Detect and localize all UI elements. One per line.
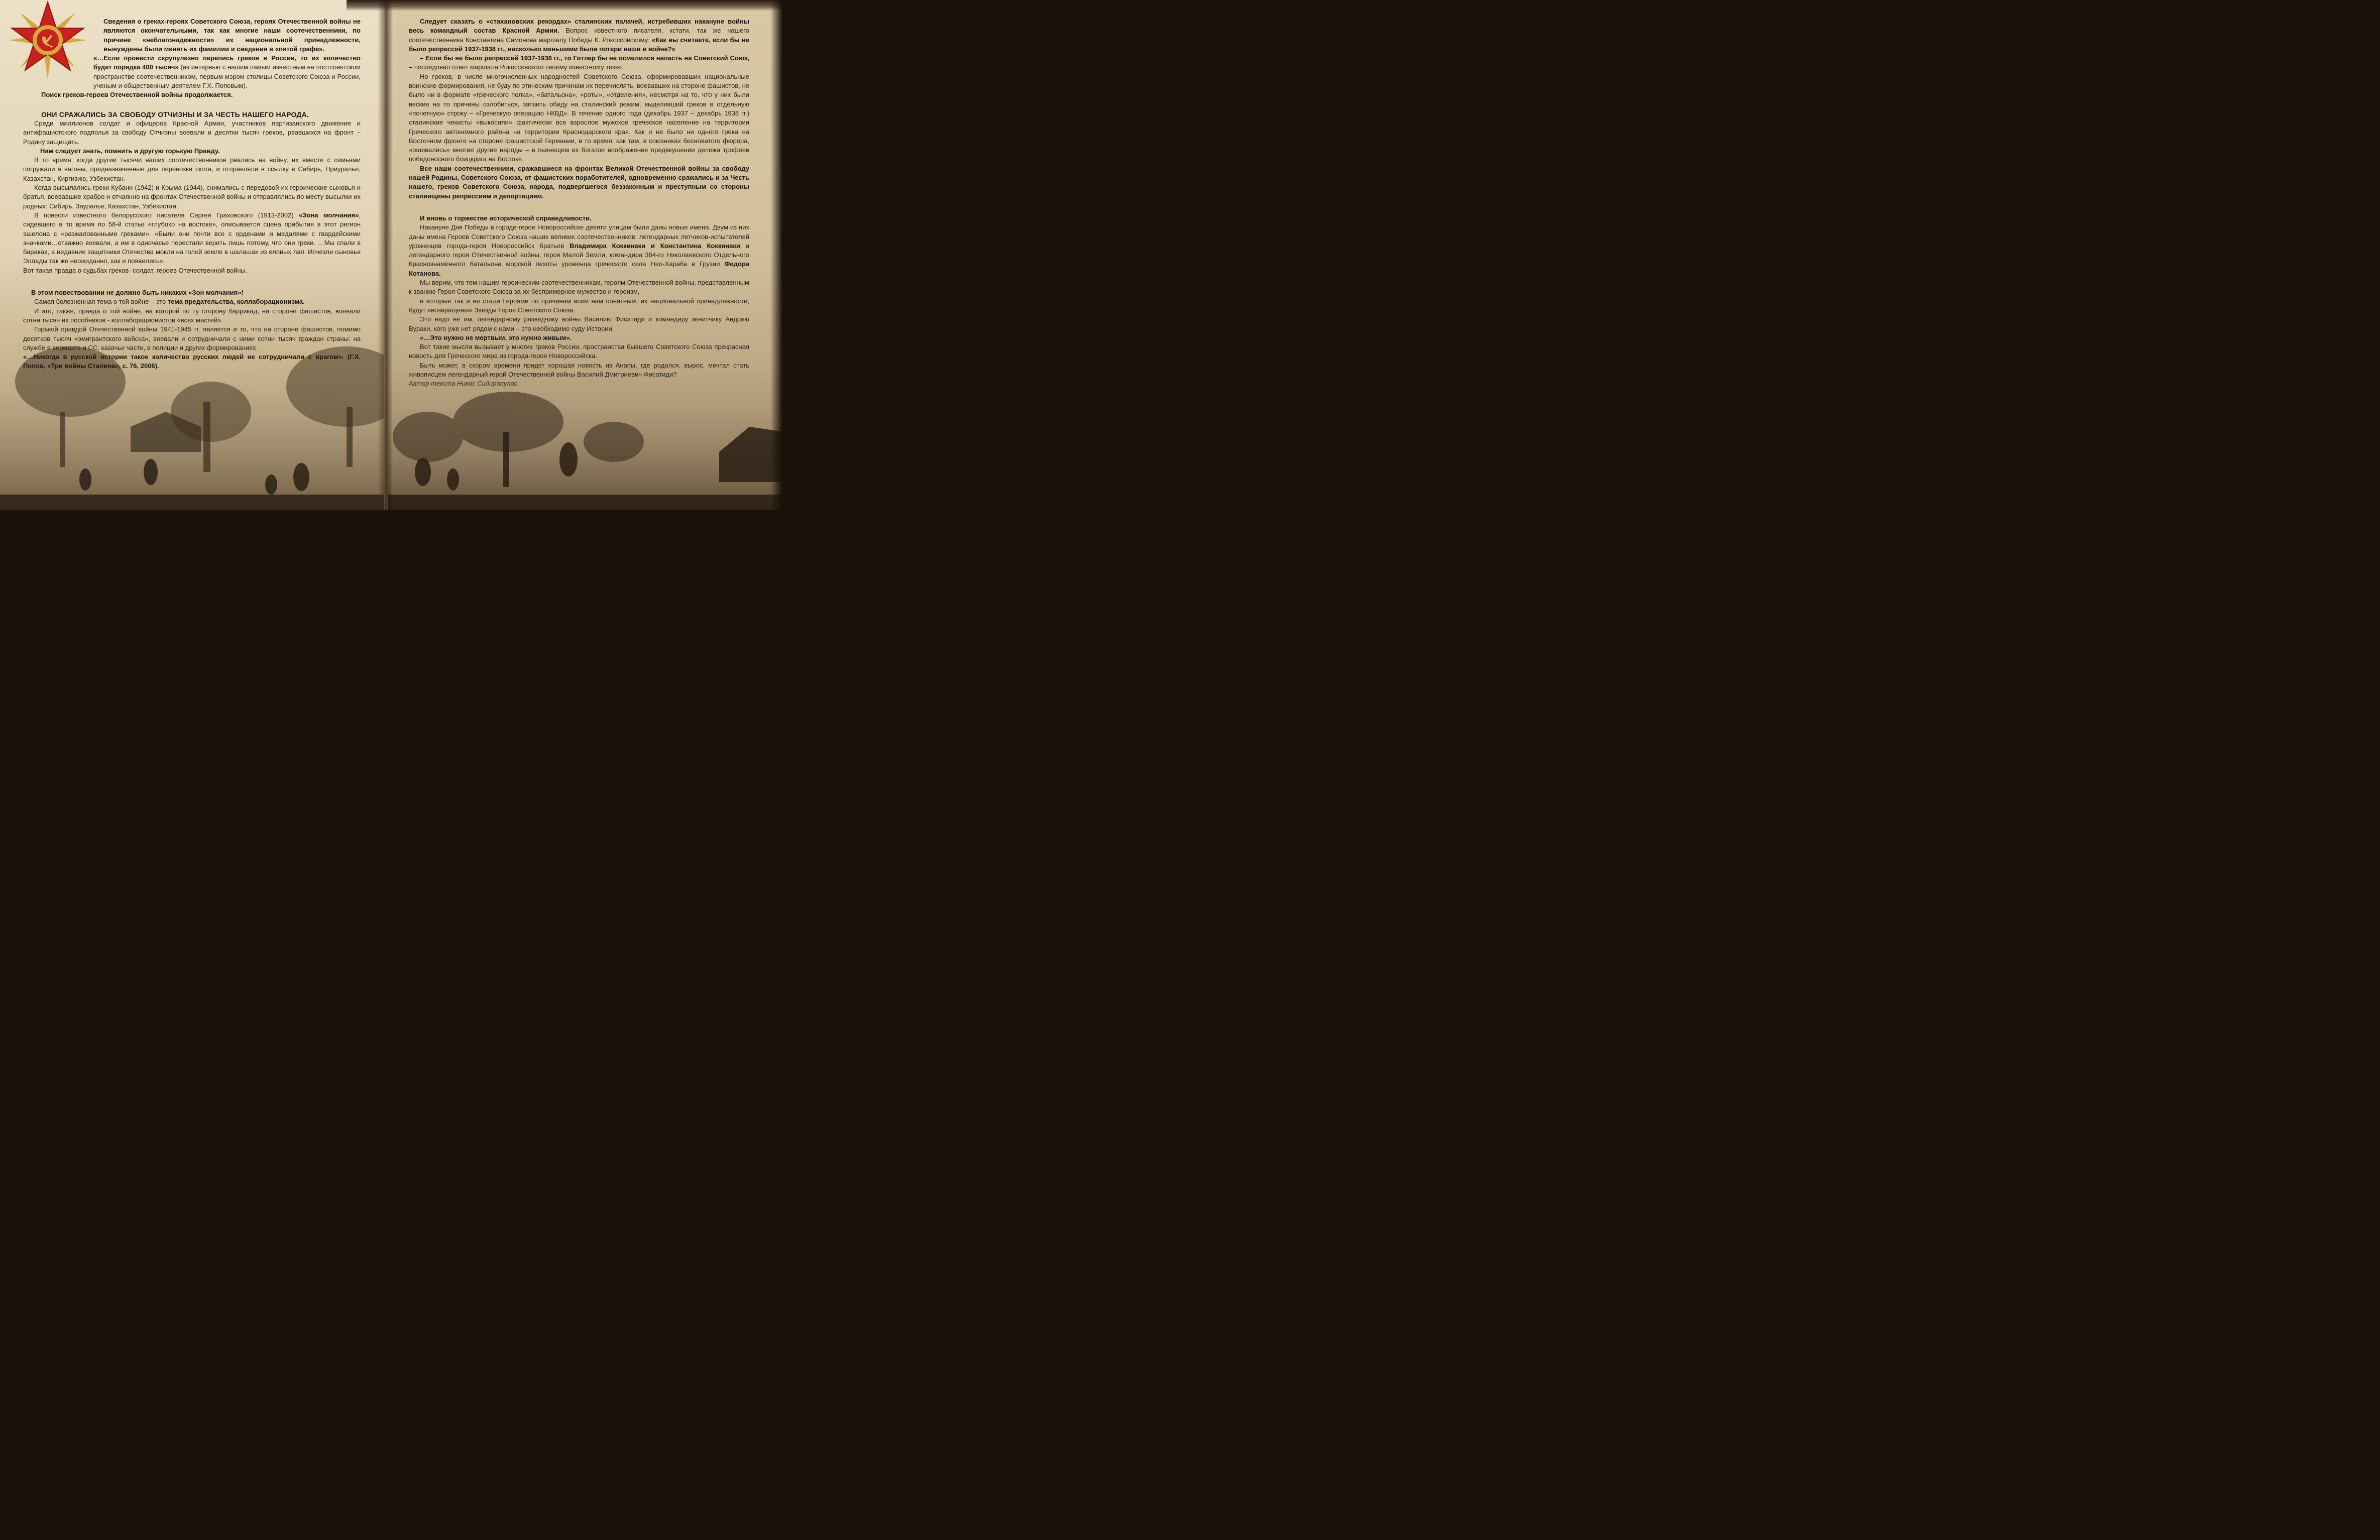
paragraph-collaboration	[23, 297, 361, 306]
section-heading-no-silence: В этом повествовании не должно быть никаких «Зон молчания»!	[31, 289, 244, 297]
paragraph-stars-returned: и которые так и не стали Героями по причинам всем нам понятным, их национальной принадлежности, будут «возвращены» Звезды Героя Советского Союза.	[409, 297, 749, 314]
magazine-spread	[0, 0, 787, 510]
grakhovsky-text: , сидевшего в то время по 58-й статье «глубоко на востоке», описывается сцена прибытия в этот регион эшелона с «разжалованными греками». «Были они почти все с орденами и медалями с гвардейскими значками…отважно воевали, а им в одночасье перестали верить лишь потому, что они греки. …Мы спали в бараках, а недавние защитники Отечества мокли на голой земле в шалашах из еловых лап. Исчезли сыновья Эллады так же неожиданно, как и появились».	[23, 211, 361, 265]
paragraph-bitter-truth-1941: Горькой правдой Отечественной войны 1941-1945 гг. является и то, что на стороне фашистов, помимо десятков тысяч «эмигрантского войска», воевали и сотрудничали с ними сотни тысяч граждан страны: на службе в вермахте и СС, казачьи части, в полиции и других формированиях.	[23, 325, 361, 351]
paragraph-fisatidi-vuraki: Это надо не им, легендарному разведчику войны Василию Фисатиди и командиру зенитчику Андрею Вураки, кого уже нет рядом с нами – это необходимо суду Истории.	[409, 315, 749, 332]
book-spine	[378, 0, 393, 510]
truth-about-soldiers-line: Вот такая правда о судьбах греков- солдат, героев Отечественной войны.	[23, 266, 248, 274]
collaboration-theme: тема предательства, коллаборационизма.	[167, 298, 305, 306]
streets-intro: Накануне Дня Победы в городе-герое Новороссийске девяти улицам были даны новые имена. Двум из них даны имена Героев Советского Союза наших великих соотечественников: легендарных летчиков-испытателей уроженцев города-героя Новороссийск братьев	[409, 223, 749, 250]
kokkinaki-brothers: Владимира Коккинаки и Константина Коккинаки	[569, 242, 740, 250]
paragraph-rokossovsky-answer	[409, 54, 749, 72]
rokossovsky-answer-tail: последовал ответ маршала Рокоссовского своему известному тезке.	[412, 63, 624, 71]
left-article-column	[23, 17, 361, 371]
simonov-question-intro: Вопрос известного писателя, кстати, так же нашего соотечественника Константина Симонова маршалу Победы К. Рокоссовскому:	[409, 27, 749, 44]
bitter-truth-line: Нам следует знать, помнить и другую горькую Правду.	[40, 147, 220, 155]
paragraph-deportation: В то время, когда другие тысячи наших соотечественников рвались на войну, их вместе с семьями погружали в вагоны, предназначенные для перевозки скота, и отправляли в ссылку в Сибирь, Приуралье, Казахстан, Киргизию, Узбекистан.	[23, 156, 361, 182]
right-article-column	[409, 17, 749, 389]
paragraph-millions-soldiers: Среди миллионов солдат и офицеров Красной Армии, участников партизанского движения и антифашистского подполья за свободу Отчизны воевали и десятки тысяч греков, рвавшихся на фронт – Родину защищать.	[23, 119, 361, 146]
popov-three-wars-quote: «…Никогда в русской истории такое количество русских людей не сотрудничали с врагом». (Г.Х. Попов, «Три войны Сталина», с. 76, 2006).	[23, 353, 361, 370]
paragraph-we-believe: Мы верим, что тем нашим героическим соотечественникам, героям Отечественной войны, представленным к званию Героя Советского Союза за их беспримерное мужество и героизм,	[409, 279, 749, 296]
grakhovsky-intro: В повести известного белорусского писателя Сергея Граховского (1913-2002)	[34, 211, 299, 219]
top-shadow	[347, 0, 787, 11]
paragraph-anapa-news: Быть может, в скором времени придет хорошая новость из Анапы, где родился, вырос, мечтал стать живописцем легендарный герой Отечественной войны Василий Дмитриевич Фисатиди?	[409, 361, 749, 378]
rokossovsky-answer: – Если бы не было репрессий 1937-1938 гг., то Гитлер бы не осмелился напасть на Советский Союз, –	[409, 54, 749, 71]
paragraph-novorossiysk-streets	[409, 223, 749, 278]
left-page	[0, 0, 384, 510]
right-edge-shadow	[770, 0, 787, 510]
fedor-kotanov: Федора Котанова.	[409, 260, 749, 277]
quote-for-the-living: «…Это нужно не мертвым, это нужно живым».	[420, 333, 572, 341]
section-heading-freedom: ОНИ СРАЖАЛИСЬ ЗА СВОБОДУ ОТЧИЗНЫ И ЗА ЧЕСТЬ НАШЕГО НАРОДА.	[41, 110, 309, 119]
collaboration-intro: Самая болезненная тема о той войне – это	[34, 298, 168, 306]
right-page	[388, 0, 787, 510]
popov-quote: «…Если провести скрупулезно перепись греков в России, то их количество будет порядка 400 тысяч»	[93, 54, 361, 71]
search-continues-line: Поиск греков-героев Отечественной войны продолжается.	[41, 91, 233, 99]
paragraph-other-side: И это, также, правда о той войне, на которой по ту сторону баррикад, на стороне фашистов, воевали сотни тысяч их пособников - коллаборационистов «всех мастей».	[23, 307, 361, 324]
paragraph-greeks-never-sided: Но греков, в числе многочисленных народностей Советского Союза, сформировавших национальные воинские формирования, не буду по этическим причинам их перечислять, воевавших на стороне фашистов, не было ни в формате «греческого полка», «батальона», «роты», «отделения», несмотря на то, что у них были веские на то причины озлобиться, затаить обиду на сталинский режим, выделивший греков в отдельную «почетную» строку – «Греческую операцию НКВД». В течение одного года (декабрь 1937 – декабрь 1938 гг.) сталинские чекисты «выкосили» фактически все взрослое мужское греческое население на территории Греческого автономного района на территории Краснодарского края. Как и не было ни одного грека на Восточном фронте на стороне фашистской Германии, в то время, как там, в союзниках бесноватого фюрера, «ошивались» многие другие народы – в пьянящем их богатое воображение предвкушении дележа трофеев победоносного блицкрига на Востоке.	[409, 72, 749, 163]
paragraph-greek-world-news: Вот такие мысли вызывает у многих греков России, пространства бывшего Советского Союза прекрасная новость для Греческого мира из города-героя Новороссийска.	[409, 343, 749, 360]
paragraph-all-compatriots: Все наши соотечественники, сражавшиеся на фронтах Великой Отечественной войны за свободу нашей Родины, Советского Союза, от фашистских поработителей, одновременно сражались и за Честь нашего, греков Советского Союза, народа, подвергшегося беззаконным и преступным со стороны сталинщины репрессиям и депортациям.	[409, 164, 749, 200]
kotanov-intro: и легендарного героя Отечественной войны, героя Малой Земли, командира 384-го Николаевского Отдельного Краснознаменного батальона морской пехоты уроженца греческого села Нео-Хараба в Грузии	[409, 242, 749, 268]
zone-of-silence-title: «Зона молчания»	[299, 211, 359, 219]
paragraph-zone-of-silence	[23, 211, 361, 266]
popov-source: (из интервью с нашим самым известным на постсоветском пространстве соотечественником, первым мэром столицы Советского Союза и России, ученым и общественным деятелем Г.Х. Поповым).	[93, 63, 361, 90]
paragraph-stakhanov-records	[409, 17, 749, 54]
quote-paragraph	[93, 54, 361, 90]
author-credit: Автор текста Никос Сидиропулос	[409, 380, 518, 388]
stakhanov-lead: Следует сказать о «стахановских рекордах» сталинских палачей, истребивших накануне войны весь командный состав Красной Армии.	[409, 18, 749, 35]
paragraph-kuban-crimea: Когда высылались греки Кубани (1942) и Крыма (1944), снимались с передовой их героические сыновья и братья, воевавшие храбро и отчаянно на фронтах Отечественной войны и отправлялись по месту высылки их родных: Сибирь, Зауралье, Казахстан, Узбекистан.	[23, 184, 361, 210]
simonov-question: «Как вы считаете, если бы не было репрессий 1937-1938 гг., насколько меньшими были потери наши в войне?»	[409, 36, 749, 53]
section-heading-justice: И вновь о торжестве исторической справедливости.	[420, 214, 592, 222]
intro-paragraph: Сведения о греках-героях Советского Союза, героях Отечественной войны не являются окончательными, так как многие наши соотечественники, по причине «неблагонадежности» их национальной принадлежности, вынуждены были менять их фамилии и сведения в «пятой графе».	[103, 18, 361, 53]
